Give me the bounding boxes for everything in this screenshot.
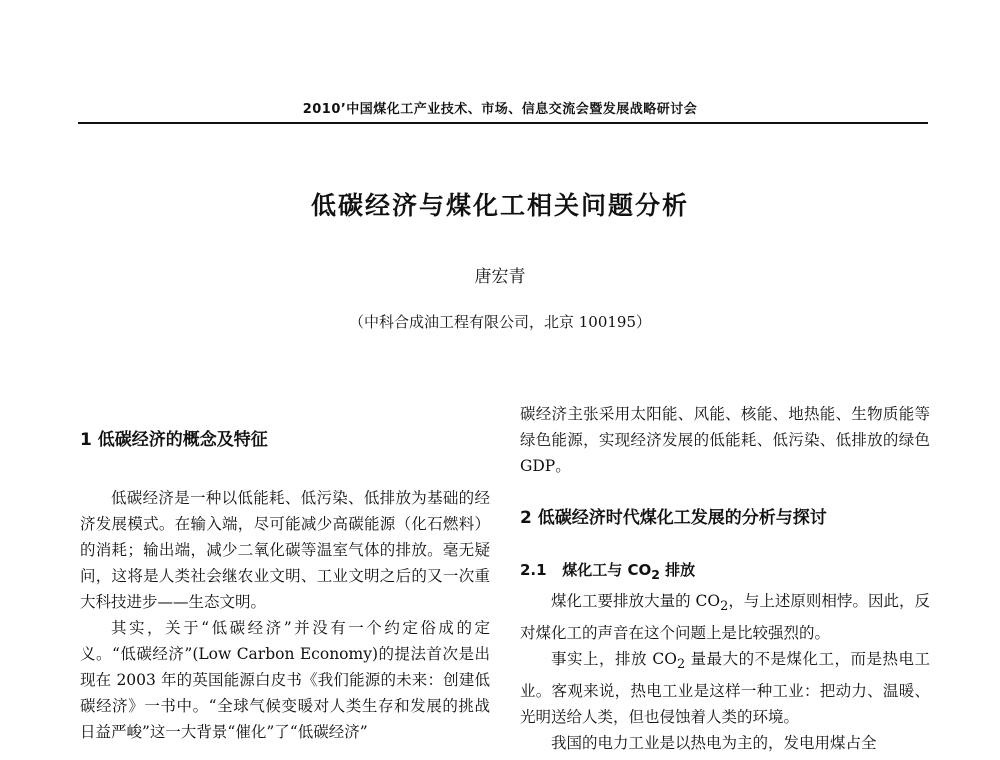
subsection-2-1-heading [520, 557, 930, 588]
paper-title: 低碳经济与煤化工相关问题分析 [310, 191, 689, 220]
para-a-post: ，与上述原则相悖。因此，反对煤化工的声音在这个问题上是比较强烈的。 [520, 592, 930, 643]
paragraph-a [520, 588, 930, 646]
subsection-number: 2.1 [520, 561, 547, 579]
paragraph-c: 我国的电力工业是以热电为主的，发电用煤占全 [551, 734, 877, 753]
para-a-pre: 煤化工要排放大量的 CO [551, 592, 721, 610]
paragraph-continued: 碳经济主张采用太阳能、风能、核能、地热能、生物质能等绿色能源，实现经济发展的低能耗、低污染、低排放的绿色 GDP。 [520, 405, 930, 475]
author: 唐宏青 [474, 267, 526, 287]
section-1-heading: 1 低碳经济的概念及特征 [80, 430, 268, 450]
para-a-sub: 2 [720, 599, 729, 615]
right-column [520, 401, 930, 756]
running-head: 2010’中国煤化工产业技术、市场、信息交流会暨发展战略研讨会 [302, 102, 698, 117]
paragraph-2: 其实，关于“低碳经济”并没有一个约定俗成的定义。“低碳经济”(Low Carbon Economy)的提法首次是出现在 2003 年的英国能源白皮书《我们能源的未来：创建低碳经济》一书中。“全球气候变暖对人类生存和发展的挑战日益严峻”这一大背景“催化”了“低碳经济” [80, 619, 490, 741]
subsection-title-subscript: 2 [651, 567, 660, 582]
para-b-post: 量最大的不是煤化工，而是热电工业。客观来说，热电工业是这样一种工业：把动力、温暖、光明送给人类，但也侵蚀着人类的环境。 [520, 650, 930, 727]
section-2-heading: 2 低碳经济时代煤化工发展的分析与探讨 [520, 508, 827, 528]
para-b-pre: 事实上，排放 CO [551, 650, 677, 669]
header-rule [78, 122, 928, 124]
paragraph-1: 低碳经济是一种以低能耗、低污染、低排放为基础的经济发展模式。在输入端，尽可能减少高碳能源（化石燃料）的消耗；输出端，减少二氧化碳等温室气体的排放。毫无疑问，这将是人类社会继农业文明、工业文明之后的又一次重大科技进步——生态文明。 [80, 489, 490, 611]
subsection-title-pre: 煤化工与 CO [562, 561, 652, 579]
affiliation: （中科合成油工程有限公司，北京 100195） [348, 313, 652, 331]
subsection-title-post: 排放 [659, 561, 696, 579]
para-b-sub: 2 [676, 657, 686, 673]
paragraph-b [520, 646, 930, 730]
left-column [80, 427, 490, 745]
